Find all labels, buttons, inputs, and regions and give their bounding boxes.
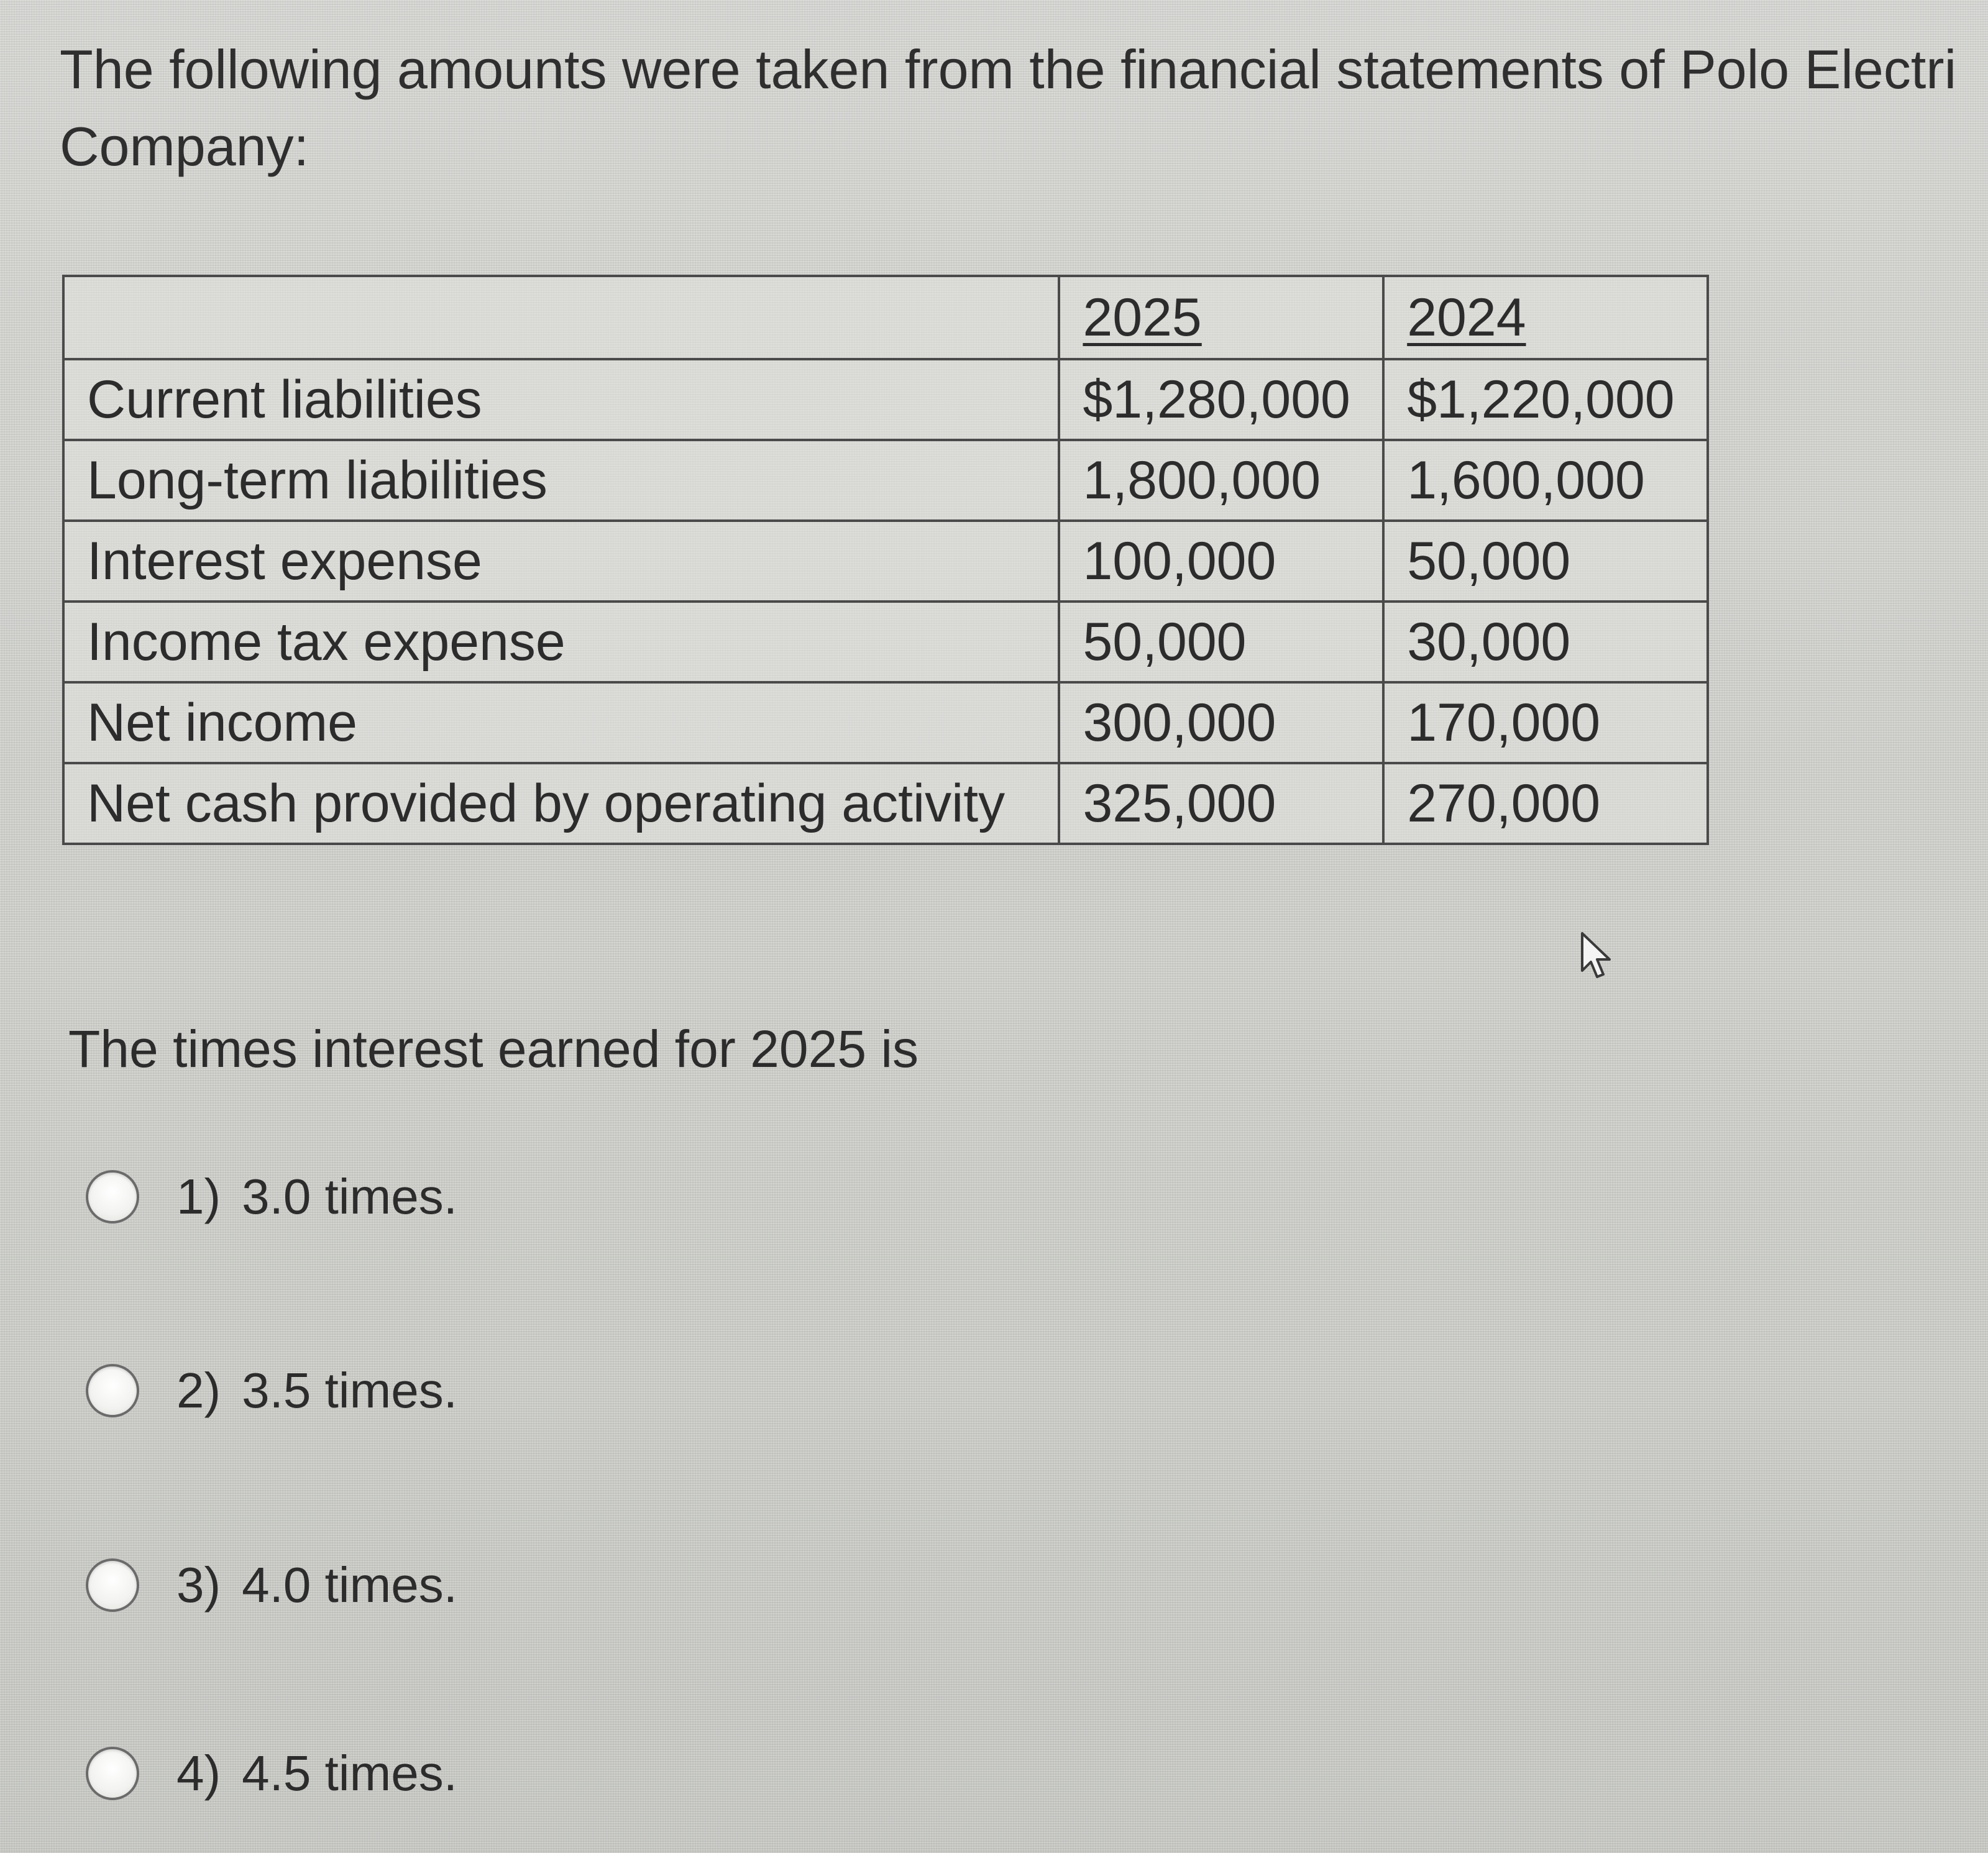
table-header-row	[63, 276, 1708, 359]
option-text: 4.5 times.	[242, 1745, 457, 1801]
value-2024: 1,600,000	[1383, 440, 1708, 521]
pointer-arrow-icon	[1578, 931, 1616, 981]
row-label: Net income	[63, 682, 1059, 763]
radio-unselected-icon[interactable]	[86, 1747, 139, 1800]
radio-unselected-icon[interactable]	[86, 1170, 139, 1224]
table-header-2024: 2024	[1383, 276, 1708, 359]
financial-data-table	[62, 275, 1709, 845]
value-2025: 300,000	[1059, 682, 1383, 763]
value-2024: $1,220,000	[1383, 359, 1708, 440]
answer-option-4[interactable]	[86, 1745, 457, 1802]
radio-unselected-icon[interactable]	[86, 1558, 139, 1612]
table-header-2025: 2025	[1059, 276, 1383, 359]
intro-line-1: The following amounts were taken from the financial statements of Polo Electri	[60, 39, 1957, 100]
option-text: 4.0 times.	[242, 1557, 457, 1613]
answer-option-3[interactable]	[86, 1557, 457, 1614]
value-2025: 325,000	[1059, 763, 1383, 844]
row-label: Income tax expense	[63, 602, 1059, 682]
table-row	[63, 682, 1708, 763]
table-row	[63, 763, 1708, 844]
row-label: Long-term liabilities	[63, 440, 1059, 521]
row-label: Current liabilities	[63, 359, 1059, 440]
table-header-cell-blank	[63, 276, 1059, 359]
row-label: Net cash provided by operating activity	[63, 763, 1059, 844]
question-intro	[60, 31, 1980, 185]
option-number: 2)	[176, 1363, 221, 1418]
option-number: 3)	[176, 1557, 221, 1613]
value-2024: 170,000	[1383, 682, 1708, 763]
option-text: 3.5 times.	[242, 1363, 457, 1418]
question-prompt: The times interest earned for 2025 is	[68, 1020, 919, 1078]
value-2025: 50,000	[1059, 602, 1383, 682]
value-2025: 1,800,000	[1059, 440, 1383, 521]
value-2025: 100,000	[1059, 521, 1383, 602]
answer-option-1[interactable]	[86, 1168, 457, 1225]
table-row	[63, 359, 1708, 440]
table-row	[63, 440, 1708, 521]
intro-line-2: Company:	[60, 116, 309, 177]
value-2025: $1,280,000	[1059, 359, 1383, 440]
value-2024: 270,000	[1383, 763, 1708, 844]
answer-option-2[interactable]	[86, 1362, 457, 1419]
value-2024: 50,000	[1383, 521, 1708, 602]
row-label: Interest expense	[63, 521, 1059, 602]
option-text: 3.0 times.	[242, 1169, 457, 1224]
radio-unselected-icon[interactable]	[86, 1364, 139, 1417]
option-number: 4)	[176, 1745, 221, 1801]
option-number: 1)	[176, 1169, 221, 1224]
table-row	[63, 521, 1708, 602]
value-2024: 30,000	[1383, 602, 1708, 682]
table-row	[63, 602, 1708, 682]
